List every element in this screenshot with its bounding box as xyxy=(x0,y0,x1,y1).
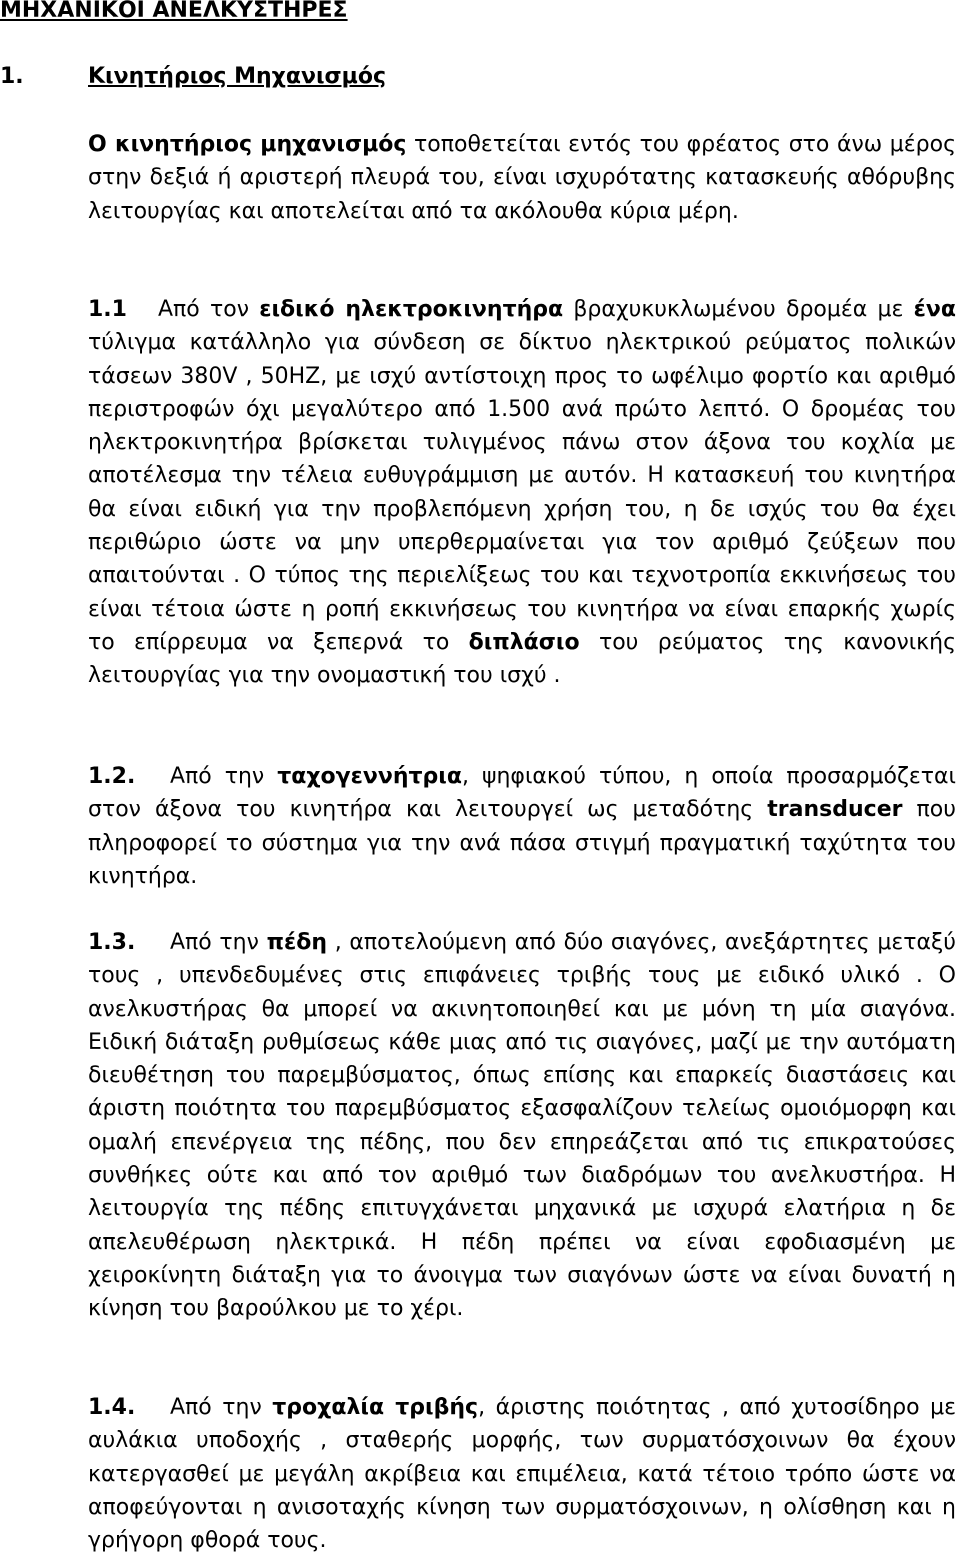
item-1-2-number: 1.2. xyxy=(88,764,136,789)
intro-bold-term: Ο κινητήριος μηχανισμός xyxy=(88,132,407,157)
intro-text: τοποθετείται εντός του φρέατος στο άνω μέρος στην δεξιά ή αριστερή πλευρά του, είναι ισχυρότατης κατασκευής αθόρυβης λειτουργίας και αποτελείται από τα ακόλουθα κύρια μέρη. xyxy=(88,132,956,224)
item-1-3-bold-brake: πέδη xyxy=(266,930,328,955)
item-1-1-end: του ρεύματος της κανονικής λειτουργίας για την ονομαστική του ισχύ . xyxy=(88,629,956,689)
item-1-2-mid: , ψηφιακού τύπου, η οποία προσαρμόζεται στον άξονα του κινητήρα και λειτουργεί ως μεταδότης xyxy=(88,764,956,823)
item-1-1-mid: βραχυκυκλωμένου δρομέα με xyxy=(563,297,914,322)
item-1-1-bold-one: ένα xyxy=(913,297,956,322)
intro-paragraph xyxy=(88,128,956,228)
document-title: ΜΗΧΑΝΙΚΟΙ ΑΝΕΛΚΥΣΤΗΡΕΣ xyxy=(0,0,348,23)
item-1-2-paragraph xyxy=(88,760,956,893)
item-1-4-number: 1.4. xyxy=(88,1395,136,1420)
item-1-2-bold-transducer: transducer xyxy=(767,797,903,823)
item-1-1-paragraph xyxy=(88,293,956,693)
item-1-1-bold-motor: ειδικό ηλεκτροκινητήρα xyxy=(259,297,564,322)
item-1-4-pre: Από την xyxy=(170,1395,273,1420)
section-heading xyxy=(0,62,386,92)
item-1-1-rest: τύλιγμα κατάλληλο για σύνδεση σε δίκτυο ηλεκτρικού ρεύματος πολικών τάσεων 380V , 50HZ, με ισχύ αντίστοιχη προς το ωφέλιμο φορτίο και αριθμό περιστροφών όχι μεγαλύτερο από 1.500 ανά πρώτο λεπτό. Ο δρομέας του ηλεκτροκινητήρα βρίσκεται τυλιγμένος πάνω στον άξονα του κοχλία με αποτέλεσμα την τέλεια ευθυγράμμιση με αυτόν. Η κατασκευή του κινητήρα θα είναι ειδική για την προβλεπόμενη χρήση του, η δε ισχύς του θα έχει περιθώριο ώστε να μην υπερθερμαίνεται για τον αριθμό ζεύξεων που απαιτούνται . Ο τύπος της περιελίξεως του και τεχνοτροπία εκκινήσεως του είναι τέτοια ώστε η ροπή εκκινήσεως του κινητήρα να είναι επαρκής χωρίς το επίρρευμα να ξεπερνά το xyxy=(88,330,956,655)
item-1-3-pre: Από την xyxy=(170,930,267,955)
item-1-1-bold-double: διπλάσιο xyxy=(468,629,580,655)
item-1-3-number: 1.3. xyxy=(88,930,136,955)
item-1-4-bold-traction-sheave: τροχαλία τριβής xyxy=(272,1395,479,1420)
item-1-1-pre: Από τον xyxy=(158,297,260,322)
item-1-3-paragraph xyxy=(88,926,956,1326)
item-1-1-number: 1.1 xyxy=(88,297,127,322)
item-1-2-pre: Από την xyxy=(170,764,278,789)
item-1-3-end: , αποτελούμενη από δύο σιαγόνες, ανεξάρτητες μεταξύ τους , υπενδεδυμένες στις επιφάνειες τριβής τους με ειδικό υλικό . Ο ανελκυστήρας θα μπορεί να ακινητοποιηθεί και με μόνη τη μία σιαγόνα. Ειδική διάταξη ρυθμίσεως κάθε μιας από τις σιαγόνες, μαζί με την αυτόματη διευθέτηση του παρεμβύσματος, όπως επίσης και επαρκείς διαστάσεις και άριστη ποιότητα του παρεμβύσματος εξασφαλίζουν τελείως ομοιόμορφη και ομαλή επενέργεια της πέδης, που δεν επηρεάζεται από τις επικρατούσες συνθήκες ούτε και από τον αριθμό των διαδρόμων του ανελκυστήρα. Η λειτουργία της πέδης επιτυγχάνεται μηχανικά με ισχυρά ελατήρια η δε απελευθέρωση ηλεκτρικά. Η πέδη πρέπει να είναι εφοδιασμένη με χειροκίνητη διάταξη για το άνοιγμα των σιαγόνων ώστε να είναι δυνατή η κίνηση του βαρούλκου με το χέρι. xyxy=(88,930,957,1322)
item-1-2-end: που πληροφορεί το σύστημα για την ανά πάσα στιγμή πραγματική ταχύτητα του κινητήρα. xyxy=(88,797,956,889)
item-1-4-paragraph xyxy=(88,1391,956,1557)
item-1-4-end: , άριστης ποιότητας , από χυτοσίδηρο με αυλάκια υποδοχής , σταθερής μορφής, των συρματόσχοινων θα έχουν κατεργασθεί με μεγάλη ακρίβεια και επιμέλεια, κατά τέτοιο τρόπο ώστε να αποφεύγονται η ανισοταχής κίνηση των συρματόσχοινων, η ολίσθηση και η γρήγορη φθορά τους. xyxy=(88,1395,957,1554)
section-title: Κινητήριος Μηχανισμός xyxy=(88,64,386,89)
item-1-2-bold-tachogenerator: ταχογεννήτρια xyxy=(277,764,462,789)
section-number: 1. xyxy=(0,64,24,89)
